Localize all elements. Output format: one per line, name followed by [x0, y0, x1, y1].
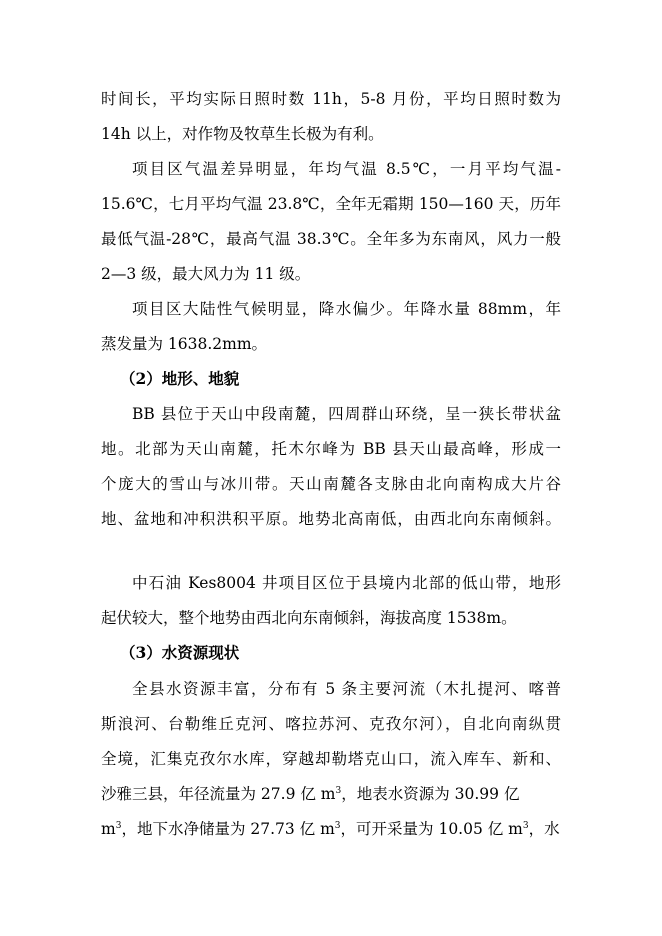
paragraph-first-line: 全县水资源丰富，分布有 5 条主要河流（木扎提河、喀普 [132, 680, 561, 698]
text-line: 2—3 级，最大风力为 11 级。 [101, 265, 311, 283]
text-line: 起伏较大，整个地势由西北向东南倾斜，海拔高度 1538m。 [101, 609, 517, 627]
text-line: 14h 以上，对作物及牧草生长极为有利。 [101, 125, 384, 143]
text-segment: m [101, 820, 116, 838]
text-line: 斯浪河、台勒维丘克河、喀拉苏河、克孜尔河），自北向南纵贯 [101, 715, 561, 733]
paragraph-first-line: 项目区气温差异明显，年均气温 8.5℃，一月平均气温- [132, 160, 561, 178]
paragraph-first-line: 中石油 Kes8004 井项目区位于县境内北部的低山带，地形 [132, 574, 561, 592]
text-line: 地。北部为天山南麓，托木尔峰为 BB 县天山最高峰，形成一 [101, 440, 561, 458]
text-line: 全境，汇集克孜尔水库，穿越却勒塔克山口，流入库车、新和、 [101, 750, 561, 768]
section-heading-water-resources: （3）水资源现状 [120, 643, 240, 662]
text-segment: ，地下水净储量为 27.73 亿 m [121, 820, 335, 838]
text-line [101, 784, 561, 804]
text-line: 地、盆地和冲积洪积平原。地势北高南低，由西北向东南倾斜。 [101, 510, 561, 528]
text-line: 个庞大的雪山与冰川带。天山南麓各支脉由北向南构成大片谷 [101, 475, 561, 493]
text-segment: 沙雅三县，年径流量为 27.9 亿 m [101, 785, 336, 803]
paragraph-first-line: 项目区大陆性气候明显，降水偏少。年降水量 88mm，年 [132, 300, 561, 318]
text-segment: ，水 [528, 820, 560, 838]
superscript: 3 [115, 820, 122, 831]
superscript: 3 [334, 820, 341, 831]
section-heading-terrain: （2）地形、地貌 [120, 369, 240, 388]
paragraph-first-line: BB 县位于天山中段南麓，四周群山环绕，呈一狭长带状盆 [132, 405, 561, 423]
text-line [101, 819, 561, 839]
text-segment: ，可开采量为 10.05 亿 m [340, 820, 523, 838]
text-line: 最低气温-28℃，最高气温 38.3℃。全年多为东南风，风力一般 [101, 230, 561, 248]
text-segment: ，地表水资源为 30.99 亿 [341, 785, 520, 803]
superscript: 3 [522, 820, 529, 831]
text-line: 蒸发量为 1638.2mm。 [101, 335, 268, 353]
superscript: 3 [335, 785, 342, 796]
text-line: 时间长，平均实际日照时数 11h，5-8 月份，平均日照时数为 [101, 90, 561, 108]
text-line: 15.6℃，七月平均气温 23.8℃，全年无霜期 150—160 天，历年 [101, 195, 561, 213]
